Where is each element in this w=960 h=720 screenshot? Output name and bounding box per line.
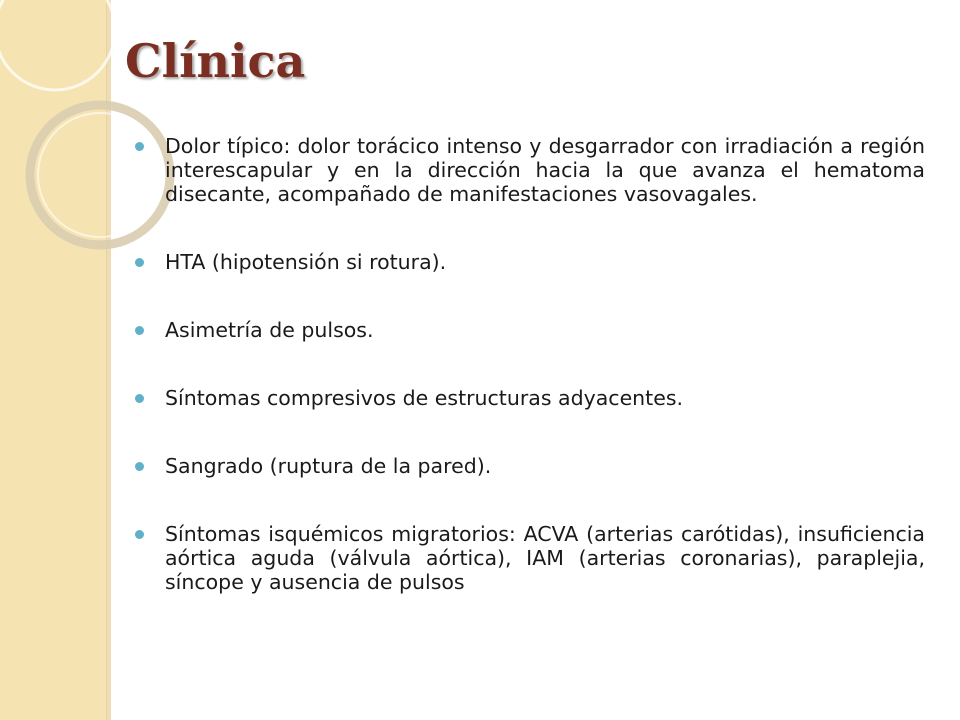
bullet-item xyxy=(135,386,925,410)
bullet-dot-icon xyxy=(135,142,144,151)
bullet-text: Dolor típico: dolor torácico intenso y desgarrador con irradiación a región interescapular y en la dirección hacia la que avanza el hematoma disecante, acompañado de manifestaciones vasovagales. xyxy=(165,134,925,206)
slide-title: Clínica xyxy=(125,34,306,88)
bullet-dot-icon xyxy=(135,326,144,335)
bullet-dot-icon xyxy=(135,258,144,267)
bullet-item xyxy=(135,250,925,274)
bullet-item xyxy=(135,318,925,342)
bullet-text: Sangrado (ruptura de la pared). xyxy=(165,454,492,478)
bullet-dot-icon xyxy=(135,394,144,403)
decorative-circle-large xyxy=(0,0,115,90)
bullet-dot-icon xyxy=(135,462,144,471)
bullet-text: Síntomas compresivos de estructuras adyacentes. xyxy=(165,386,684,410)
bullet-item xyxy=(135,454,925,478)
bullet-list xyxy=(135,134,925,638)
bullet-dot-icon xyxy=(135,530,144,539)
bullet-item xyxy=(135,134,925,206)
bullet-text: HTA (hipotensión si rotura). xyxy=(165,250,447,274)
bullet-text: Asimetría de pulsos. xyxy=(165,318,374,342)
bullet-item xyxy=(135,522,925,594)
bullet-text: Síntomas isquémicos migratorios: ACVA (arterias carótidas), insuficiencia aórtica aguda (válvula aórtica), IAM (arterias coronarias), paraplejia, síncope y ausencia de pulsos xyxy=(165,522,925,594)
